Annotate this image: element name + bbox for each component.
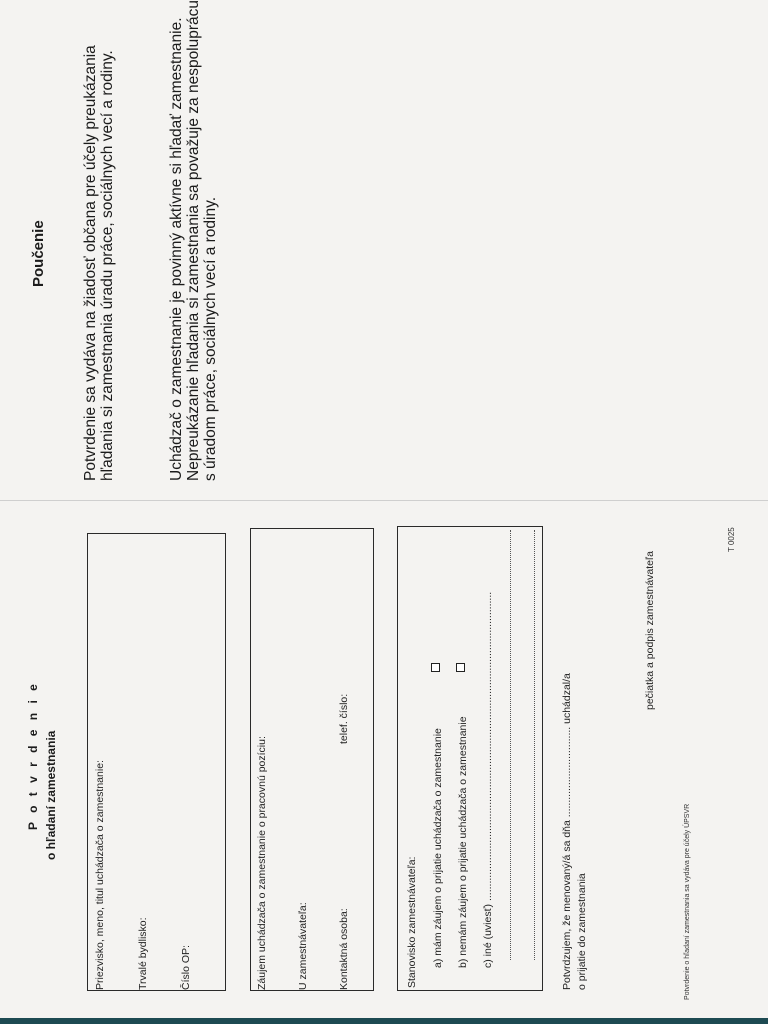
interest-label: Záujem uchádzača o zamestnanie o pracovnú pozíciu: xyxy=(256,736,268,990)
form-code: T 0025 xyxy=(727,527,736,552)
name-label: Priezvisko, meno, titul uchádzača o zamestnanie: xyxy=(94,760,106,990)
option-c-extra-line-2 xyxy=(534,530,535,960)
phone-label: telef. číslo: xyxy=(338,693,350,744)
statement-heading: Stanovisko zamestnávateľa: xyxy=(406,856,418,988)
option-b-checkbox[interactable] xyxy=(456,663,465,672)
form-subtitle: o hľadaní zamestnania xyxy=(44,730,58,860)
employer-label: U zamestnávateľa: xyxy=(297,902,309,990)
id-card-label: Číslo OP: xyxy=(180,945,192,990)
paper-fold-line xyxy=(0,500,768,501)
position-interest-box xyxy=(250,528,374,991)
instructions-paragraph-2-line-3: s úradom práce, sociálnych vecí a rodiny. xyxy=(202,196,219,481)
option-c-extra-line xyxy=(510,530,511,960)
option-a-checkbox[interactable] xyxy=(431,663,440,672)
option-a-label: a) mám záujem o prijatie uchádzača o zamestnanie xyxy=(432,728,444,968)
address-label: Trvalé bydlisko: xyxy=(137,917,149,990)
confirmation-text-2: o prijatie do zamestnania xyxy=(576,873,588,990)
form-title: P o t v r d e n i e xyxy=(26,681,40,830)
stamp-signature-label: pečiatka a podpis zamestnávateľa xyxy=(644,551,656,710)
instructions-paragraph-1-line-1: Potvrdenie sa vydáva na žiadosť občana pre účely preukázania xyxy=(82,45,99,481)
instructions-paragraph-2-line-2: Nepreukázanie hľadania si zamestnania sa považuje za nespoluprácu xyxy=(185,0,202,481)
instructions-title: Poučenie xyxy=(30,220,47,287)
instructions-paragraph-2-line-1: Uchádzač o zamestnanie je povinný aktívne si hľadať zamestnanie. xyxy=(168,17,185,481)
option-c-label: c) iné (uviesť) .......................................................................................................... xyxy=(482,591,494,968)
confirmation-text: Potvrdzujem, že menovaný/á sa dňa ............................... uchádzal/a xyxy=(561,673,573,990)
contact-person-label: Kontaktná osoba: xyxy=(338,908,350,990)
instructions-paragraph-1-line-2: hľadania si zamestnania úradu práce, sociálnych vecí a rodiny. xyxy=(99,50,116,481)
employer-statement-box xyxy=(397,526,543,991)
option-b-label: b) nemám záujem o prijatie uchádzača o zamestnanie xyxy=(457,716,469,968)
footer-note: Potvrdenie o hľadaní zamestnania sa vydáva pre účely ÚPSVR xyxy=(684,803,691,1000)
scan-edge-strip xyxy=(0,1018,768,1024)
applicant-info-box xyxy=(87,533,226,991)
